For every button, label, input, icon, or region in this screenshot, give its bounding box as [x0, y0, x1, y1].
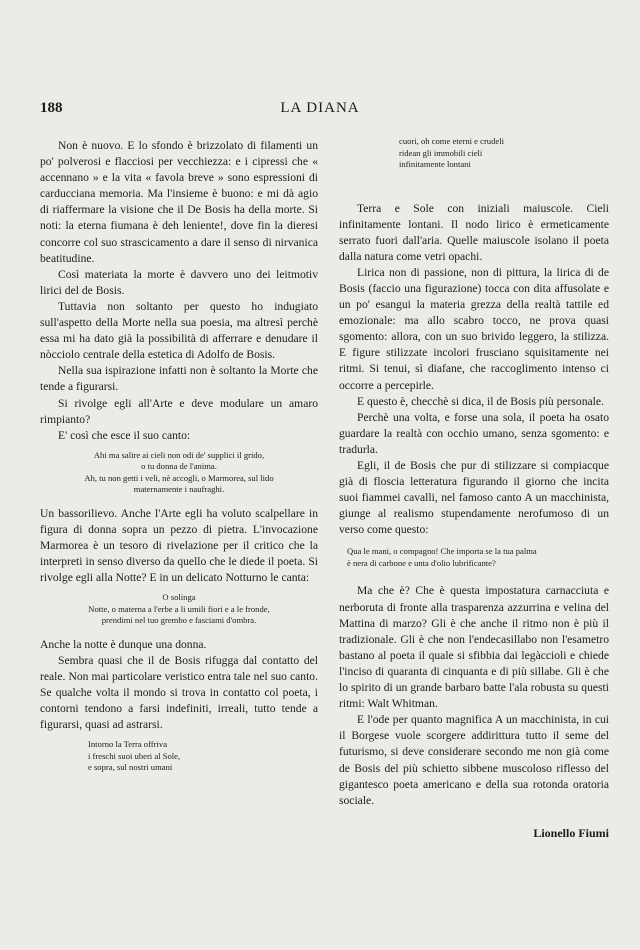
verse-line: o tu donna de l'anima. — [141, 461, 217, 472]
paragraph: Lirica non di passione, non di pittura, la lirica di de Bosis (faccio una figurazione) tocca con dita affusolate e un po' esangui la materia grezza della realtà tattile ed emozionale: ma allo scabro tocco, ne prova quasi sgomento: allora, con un suo brivido leggero, la stilizza. E figure stilizzate incolori frusciano squisitamente nei ritmi. Si tenui, sì diafane, che raccoglimento intenso ci occorre a percepirle. — [339, 265, 609, 392]
paragraph: Sembra quasi che il de Bosis rifugga dal contatto del reale. Non mai particolare veristico entra tale nel suo canto. Se qualche volta il mondo si trova in contatto col poeta, i contorni tendono a farsi indefiniti, irreali, tutto tende a figurarsi, quasi ad astrarsi. — [40, 653, 318, 732]
verse-line: prendimi nel tuo grembo e fasciami d'ombra. — [101, 615, 257, 626]
author-signature: Lionello Fiumi — [533, 825, 609, 840]
verse-line: Ahi ma salire ai cieli non odi de' supplici il grido, — [93, 449, 265, 460]
verse-quote — [40, 450, 318, 496]
paragraph: Egli, il de Bosis che pur di stilizzare si compiacque già di floscia letteratura figurando il giorno che incita suoi fiammei cavalli, nel famoso canto A un macchinista, giunge al realismo stupendamente nerofumoso di un verso come questo: — [339, 459, 609, 537]
left-column — [40, 138, 318, 784]
paragraph: Un bassorilievo. Anche l'Arte egli ha voluto scalpellare in figura di donna sopra un pezzo di pietra. L'invocazione Marmorea è un tesoro di rivelazione per il critico che la interpreti in senso diverso da quello che le diede il poeta. Si rivolge egli alla Notte? E in un delicato Notturno le canta: — [40, 506, 318, 585]
paragraph: E questo è, checchè si dica, il de Bosis più personale. — [357, 394, 604, 408]
verse-quote — [88, 739, 318, 774]
paragraph: Anche la notte è dunque una donna. — [40, 637, 207, 651]
paragraph: Non è nuovo. E lo sfondo è brizzolato di filamenti un po' polverosi e flacciosi per vecchiezza: e i cipressi che « accennano » e la vita « favola breve » sono espressioni di carducciana memoria. Ma l'insieme è buono: e mi dà agio di riaffermare la visione che il De Bosis ha della morte. Si noti: la eterna fiumana è deh leniente!, dove fin la dieresi concorre col suo strascicamento a dare il senso di nirvanica beatitudine. — [40, 139, 318, 265]
verse-line: Notte, o materna a l'erbe a li umili fiori e a le fronde, — [88, 603, 270, 614]
right-column — [339, 136, 609, 841]
verse-line: i freschi suoi uberi al Sole, — [88, 750, 181, 761]
paragraph: Nella sua ispirazione infatti non è soltanto la Morte che tende a figurarsi. — [40, 364, 318, 394]
paragraph: Così materiata la morte è davvero uno dei leitmotiv lirici del de Bosis. — [40, 267, 318, 297]
verse-line: Intorno la Terra offriva — [88, 739, 168, 750]
paragraph: Perchè una volta, e forse una sola, il poeta ha osato guardare la realtà con occhio umano, senza sgomento: e tradurla. — [339, 410, 609, 456]
verse-line: infinitamente lontani — [399, 159, 471, 169]
verse-line: e sopra, sul nostri umani — [88, 762, 173, 773]
verse-quote — [347, 546, 609, 569]
verse-line: cuori, oh come eterni e crudeli — [399, 136, 504, 146]
paragraph: Tuttavia non soltanto per questo ho indugiato sull'aspetto della Morte nella sua poesia, ma altresì perchè essa mi ha dato già la possibilità di afferrare e denudare il nòcciolo centrale della estetica di Adolfo de Bosis. — [40, 299, 318, 362]
verse-line: O solinga — [162, 592, 196, 603]
paragraph: E' così che esce il suo canto: — [58, 428, 191, 442]
journal-title: LA DIANA — [280, 100, 360, 116]
paragraph: Ma che è? Che è questa impostatura carnacciuta e nerboruta di fronte alla trasparenza azzurrina e velina del Mattina di marzo? Gli è che anche il ritmo non è più il tradizionale. Gli è che non l'endecasillabo non l'esametro bastano al poeta il quale si sfibbia dai legàccioli e chiede l'inciso di quaranta di cinquanta e di più sillabe. Gli è che lo spirito di un grande barbaro batte l'ala robusta su questi ritmi: Walt Whitman. — [339, 584, 609, 711]
paragraph: Terra e Sole con iniziali maiuscole. Cieli infinitamente lontani. Il nodo lirico è ermeticamente serrato fuori dall'aria. Quelle maiuscole isolano il poeta dalla natura come vetri opachi. — [339, 201, 609, 263]
page-number: 188 — [40, 100, 63, 116]
verse-line: ridean gli immobili cieli — [399, 147, 483, 158]
verse-line: Qua le mani, o compagno! Che importa se la tua palma — [347, 546, 537, 557]
verse-quote — [40, 592, 318, 627]
verse-line: maternamente i naufraghi. — [133, 484, 225, 495]
verse-line: Ah, tu non getti i veli, nè accogli, o Marmorea, sul lido — [84, 472, 274, 483]
paragraph: E l'ode per quanto magnifica A un macchinista, in cui il Borgese vuole scorgere addirittura tutto il seme del futurismo, si deve considerare secondo me non già come de Bosis del più schietto sibbene muscoloso riflesso del gigantesco poeta americano e della sua rotonda oratoria sociale. — [339, 713, 609, 807]
verse-line: è nera di carbone e unta d'olio lubrificante? — [347, 557, 496, 568]
verse-quote — [399, 136, 609, 171]
paragraph: Si rivolge egli all'Arte e deve modulare un amaro rimpianto? — [40, 396, 318, 426]
page-header — [40, 100, 600, 122]
